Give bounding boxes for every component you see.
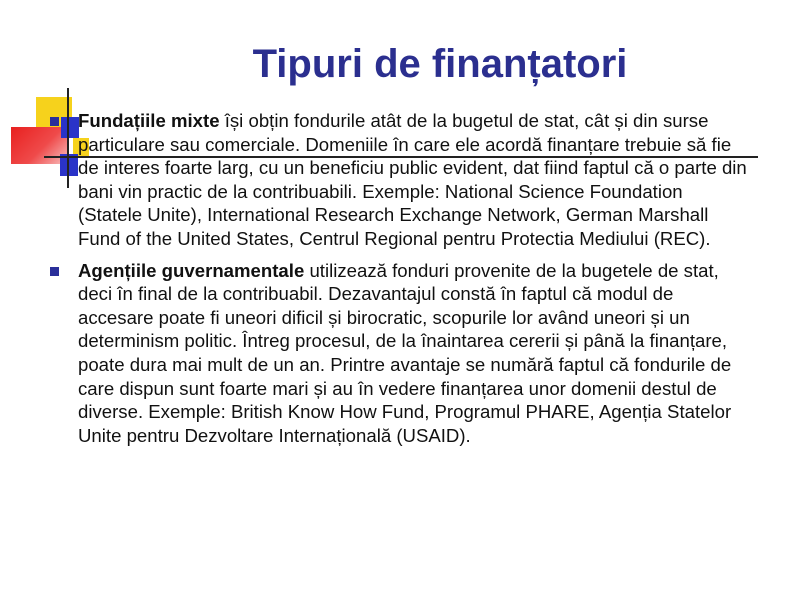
bullet-item	[50, 259, 750, 448]
bullet-term: Fundațiile mixte	[78, 110, 220, 131]
square-bullet-icon	[50, 117, 59, 126]
square-bullet-icon	[50, 267, 59, 276]
bullet-text: își obțin fondurile atât de la bugetul de stat, cât și din surse particulare sau comerciale. Domeniile în care ele acordă finanțare trebuie să fie de interes foarte larg, cu un beneficiu public evident, dat fiind faptul că o parte din bani vin practic de la contribuabili. Exemple: National Science Foundation (Statele Unite), International Research Exchange Network, German Marshall Fund of the United States, Centrul Regional pentru Protectia Mediului (REC).	[78, 110, 747, 249]
bullet-item	[50, 109, 750, 251]
bullet-text: utilizează fonduri provenite de la bugetele de stat, deci în final de la contribuabil. Dezavantajul constă în faptul că modul de accesare poate fi uneori dificil și birocratic, scopurile lor având uneori și un determinism politic. Întreg procesul, de la înaintarea cererii și până la finanțare, poate dura mai mult de un an. Printre avantaje se numără faptul că fondurile de care dispun sunt foarte mari și au în vedere finanțarea unor domenii destul de diverse. Exemple: British Know How Fund, Programul PHARE, Agenția Statelor Unite pentru Dezvoltare Internațională (USAID).	[78, 259, 732, 446]
bullet-term: Agențiile guvernamentale	[78, 259, 305, 281]
slide-content	[50, 109, 750, 455]
slide-title: Tipuri de finanțatori	[252, 42, 628, 86]
